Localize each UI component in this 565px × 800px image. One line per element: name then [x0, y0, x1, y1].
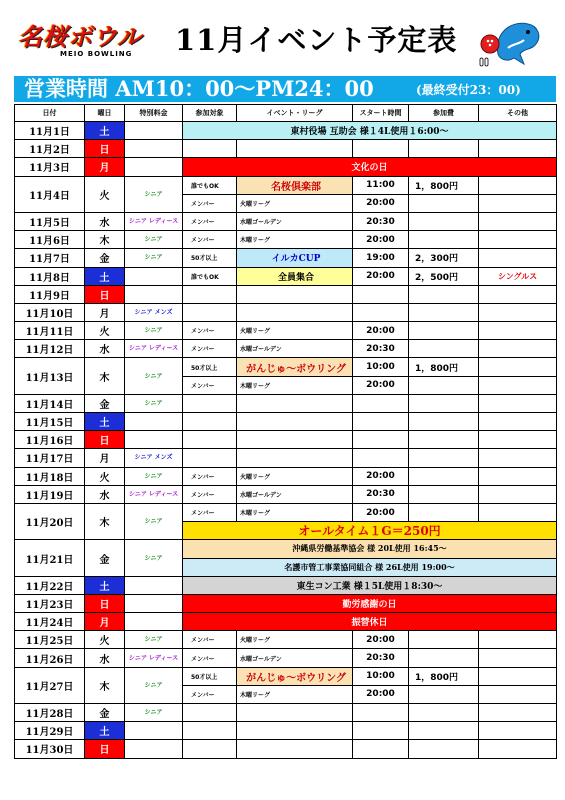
- entry-fee-cell: [409, 503, 479, 521]
- weekday-cell: 月: [85, 158, 125, 176]
- start-time-cell: [353, 704, 409, 722]
- weekday-cell: 水: [85, 340, 125, 358]
- column-header: イベント・リーグ: [237, 105, 353, 122]
- weekday-cell: 火: [85, 467, 125, 485]
- entry-fee-cell: [409, 740, 479, 758]
- event-cell: がんじゅ～ボウリング: [237, 358, 353, 376]
- table-row: [15, 594, 557, 612]
- special-fee-cell: シニア メンズ: [125, 303, 183, 321]
- special-fee-cell: [125, 140, 183, 158]
- target-cell: メンバー: [183, 212, 237, 230]
- weekday-cell: 土: [85, 576, 125, 594]
- event-schedule-table: [14, 104, 557, 759]
- weekday-cell: 金: [85, 704, 125, 722]
- table-row: [15, 503, 557, 521]
- start-time-cell: [353, 285, 409, 303]
- date-cell: 11月24日: [15, 613, 85, 631]
- event-banner: 勤労感謝の日: [183, 594, 557, 612]
- start-time-cell: 20:30: [353, 340, 409, 358]
- business-hours-banner: [14, 76, 556, 102]
- special-fee-cell: シニア: [125, 704, 183, 722]
- entry-fee-cell: [409, 303, 479, 321]
- business-hours: 営業時間 AM10：00～PM24：00: [24, 76, 374, 101]
- target-cell: 50才以上: [183, 249, 237, 267]
- start-time-cell: 19:00: [353, 249, 409, 267]
- start-time-cell: 20:00: [353, 231, 409, 249]
- weekday-cell: 火: [85, 322, 125, 340]
- entry-fee-cell: [409, 485, 479, 503]
- event-cell: 火曜リーグ: [237, 322, 353, 340]
- target-cell: [183, 303, 237, 321]
- entry-fee-cell: [409, 685, 479, 703]
- table-row: [15, 322, 557, 340]
- entry-fee-cell: 1，800円: [409, 176, 479, 194]
- date-cell: 11月25日: [15, 631, 85, 649]
- event-cell: 名桜倶楽部: [237, 176, 353, 194]
- special-fee-cell: [125, 267, 183, 285]
- start-time-cell: 20:30: [353, 649, 409, 667]
- table-row: [15, 358, 557, 376]
- entry-fee-cell: 1，800円: [409, 358, 479, 376]
- event-cell: 水曜ゴールデン: [237, 485, 353, 503]
- special-fee-cell: [125, 740, 183, 758]
- special-fee-cell: シニア: [125, 467, 183, 485]
- entry-fee-cell: 1，800円: [409, 667, 479, 685]
- date-cell: 11月16日: [15, 431, 85, 449]
- date-cell: 11月7日: [15, 249, 85, 267]
- event-cell: がんじゅ～ボウリング: [237, 667, 353, 685]
- target-cell: 50才以上: [183, 358, 237, 376]
- event-banner: オールタイム１G＝250円: [183, 522, 557, 540]
- event-cell: [237, 413, 353, 431]
- target-cell: 50才以上: [183, 667, 237, 685]
- weekday-cell: 日: [85, 285, 125, 303]
- date-cell: 11月18日: [15, 467, 85, 485]
- start-time-cell: 20:00: [353, 631, 409, 649]
- entry-fee-cell: [409, 649, 479, 667]
- weekday-cell: 土: [85, 267, 125, 285]
- table-row: [15, 176, 557, 194]
- event-cell: [237, 449, 353, 467]
- other-cell: [479, 413, 557, 431]
- special-fee-cell: [125, 431, 183, 449]
- other-cell: [479, 376, 557, 394]
- target-cell: メンバー: [183, 649, 237, 667]
- target-cell: メンバー: [183, 685, 237, 703]
- special-fee-cell: シニア: [125, 540, 183, 576]
- target-cell: [183, 394, 237, 412]
- event-cell: [237, 431, 353, 449]
- weekday-cell: 木: [85, 231, 125, 249]
- date-cell: 11月5日: [15, 212, 85, 230]
- special-fee-cell: シニア: [125, 358, 183, 394]
- weekday-cell: 土: [85, 413, 125, 431]
- event-banner: 東生コン工業 様１5L使用１8:30～: [183, 576, 557, 594]
- date-cell: 11月23日: [15, 594, 85, 612]
- special-fee-cell: [125, 122, 183, 140]
- date-cell: 11月26日: [15, 649, 85, 667]
- date-cell: 11月6日: [15, 231, 85, 249]
- table-row: [15, 485, 557, 503]
- table-row: [15, 431, 557, 449]
- target-cell: メンバー: [183, 503, 237, 521]
- entry-fee-cell: [409, 413, 479, 431]
- weekday-cell: 水: [85, 649, 125, 667]
- target-cell: メンバー: [183, 231, 237, 249]
- table-row: [15, 231, 557, 249]
- date-cell: 11月20日: [15, 503, 85, 539]
- other-cell: シングルス: [479, 267, 557, 285]
- table-row: [15, 122, 557, 140]
- event-cell: 全員集合: [237, 267, 353, 285]
- other-cell: [479, 231, 557, 249]
- date-cell: 11月28日: [15, 704, 85, 722]
- weekday-cell: 土: [85, 122, 125, 140]
- date-cell: 11月21日: [15, 540, 85, 576]
- weekday-cell: 日: [85, 740, 125, 758]
- table-row: [15, 158, 557, 176]
- start-time-cell: [353, 449, 409, 467]
- entry-fee-cell: [409, 467, 479, 485]
- date-cell: 11月4日: [15, 176, 85, 212]
- event-banner: 東村役場 互助会 様１4L使用１6:00～: [183, 122, 557, 140]
- special-fee-cell: [125, 158, 183, 176]
- table-row: [15, 340, 557, 358]
- start-time-cell: [353, 413, 409, 431]
- start-time-cell: 20:00: [353, 376, 409, 394]
- table-row: [15, 740, 557, 758]
- target-cell: [183, 722, 237, 740]
- other-cell: [479, 740, 557, 758]
- table-row: [15, 704, 557, 722]
- other-cell: [479, 394, 557, 412]
- event-cell: 火曜リーグ: [237, 194, 353, 212]
- date-cell: 11月8日: [15, 267, 85, 285]
- event-cell: [237, 140, 353, 158]
- column-header: スタート時間: [353, 105, 409, 122]
- entry-fee-cell: [409, 631, 479, 649]
- other-cell: [479, 449, 557, 467]
- start-time-cell: 20:00: [353, 467, 409, 485]
- start-time-cell: 20:00: [353, 503, 409, 521]
- special-fee-cell: [125, 594, 183, 612]
- start-time-cell: 20:00: [353, 685, 409, 703]
- date-cell: 11月13日: [15, 358, 85, 394]
- other-cell: [479, 467, 557, 485]
- start-time-cell: 20:00: [353, 194, 409, 212]
- weekday-cell: 火: [85, 176, 125, 212]
- column-header: 特別料金: [125, 105, 183, 122]
- weekday-cell: 木: [85, 358, 125, 394]
- table-row: [15, 394, 557, 412]
- entry-fee-cell: [409, 340, 479, 358]
- page-header: [0, 0, 565, 74]
- other-cell: [479, 176, 557, 194]
- other-cell: [479, 194, 557, 212]
- entry-fee-cell: [409, 704, 479, 722]
- special-fee-cell: シニア: [125, 394, 183, 412]
- other-cell: [479, 358, 557, 376]
- weekday-cell: 木: [85, 667, 125, 703]
- special-fee-cell: シニア レディース: [125, 340, 183, 358]
- entry-fee-cell: [409, 394, 479, 412]
- target-cell: [183, 285, 237, 303]
- entry-fee-cell: [409, 194, 479, 212]
- event-cell: [237, 394, 353, 412]
- column-header: 参加対象: [183, 105, 237, 122]
- other-cell: [479, 485, 557, 503]
- target-cell: メンバー: [183, 376, 237, 394]
- weekday-cell: 金: [85, 249, 125, 267]
- entry-fee-cell: [409, 212, 479, 230]
- event-cell: 木曜リーグ: [237, 376, 353, 394]
- target-cell: [183, 413, 237, 431]
- start-time-cell: [353, 431, 409, 449]
- target-cell: 誰でもOK: [183, 176, 237, 194]
- target-cell: [183, 431, 237, 449]
- entry-fee-cell: [409, 322, 479, 340]
- start-time-cell: [353, 740, 409, 758]
- start-time-cell: 10:00: [353, 667, 409, 685]
- other-cell: [479, 212, 557, 230]
- entry-fee-cell: [409, 140, 479, 158]
- special-fee-cell: シニア レディース: [125, 485, 183, 503]
- page-title: 11月イベント予定表: [175, 23, 458, 57]
- other-cell: [479, 667, 557, 685]
- other-cell: [479, 340, 557, 358]
- weekday-cell: 火: [85, 631, 125, 649]
- weekday-cell: 水: [85, 212, 125, 230]
- table-row: [15, 413, 557, 431]
- entry-fee-cell: [409, 431, 479, 449]
- other-cell: [479, 722, 557, 740]
- start-time-cell: 20:00: [353, 322, 409, 340]
- special-fee-cell: シニア: [125, 231, 183, 249]
- weekday-cell: 金: [85, 540, 125, 576]
- target-cell: 誰でもOK: [183, 267, 237, 285]
- special-fee-cell: [125, 576, 183, 594]
- special-fee-cell: シニア: [125, 176, 183, 212]
- table-row: [15, 722, 557, 740]
- weekday-cell: 月: [85, 449, 125, 467]
- start-time-cell: [353, 394, 409, 412]
- other-cell: [479, 303, 557, 321]
- event-cell: 木曜リーグ: [237, 503, 353, 521]
- table-row: [15, 631, 557, 649]
- column-header: その他: [479, 105, 557, 122]
- special-fee-cell: シニア レディース: [125, 649, 183, 667]
- date-cell: 11月2日: [15, 140, 85, 158]
- table-row: [15, 285, 557, 303]
- event-cell: [237, 740, 353, 758]
- weekday-cell: 木: [85, 503, 125, 539]
- special-fee-cell: シニア: [125, 249, 183, 267]
- table-row: [15, 267, 557, 285]
- other-cell: [479, 431, 557, 449]
- last-entry-note: (最終受付23：00): [416, 83, 521, 97]
- event-cell: [237, 285, 353, 303]
- event-cell: 木曜リーグ: [237, 231, 353, 249]
- table-row: [15, 576, 557, 594]
- date-cell: 11月10日: [15, 303, 85, 321]
- weekday-cell: 金: [85, 394, 125, 412]
- entry-fee-cell: [409, 285, 479, 303]
- target-cell: メンバー: [183, 322, 237, 340]
- table-row: [15, 613, 557, 631]
- weekday-cell: 日: [85, 431, 125, 449]
- start-time-cell: 20:30: [353, 485, 409, 503]
- event-cell: [237, 303, 353, 321]
- weekday-cell: 月: [85, 613, 125, 631]
- column-header: 曜日: [85, 105, 125, 122]
- date-cell: 11月1日: [15, 122, 85, 140]
- entry-fee-cell: [409, 722, 479, 740]
- target-cell: [183, 449, 237, 467]
- special-fee-cell: シニア: [125, 667, 183, 703]
- event-cell: 水曜ゴールデン: [237, 340, 353, 358]
- column-header: 参加費: [409, 105, 479, 122]
- target-cell: [183, 704, 237, 722]
- target-cell: [183, 140, 237, 158]
- entry-fee-cell: 2，300円: [409, 249, 479, 267]
- other-cell: [479, 649, 557, 667]
- target-cell: メンバー: [183, 485, 237, 503]
- entry-fee-cell: [409, 376, 479, 394]
- date-cell: 11月22日: [15, 576, 85, 594]
- event-banner: 振替休日: [183, 613, 557, 631]
- weekday-cell: 日: [85, 594, 125, 612]
- event-cell: 火曜リーグ: [237, 631, 353, 649]
- start-time-cell: [353, 140, 409, 158]
- event-cell: 火曜リーグ: [237, 467, 353, 485]
- event-cell: 水曜ゴールデン: [237, 212, 353, 230]
- meio-bowl-logo: [18, 22, 168, 56]
- date-cell: 11月12日: [15, 340, 85, 358]
- other-cell: [479, 140, 557, 158]
- date-cell: 11月19日: [15, 485, 85, 503]
- weekday-cell: 月: [85, 303, 125, 321]
- other-cell: [479, 322, 557, 340]
- date-cell: 11月15日: [15, 413, 85, 431]
- table-row: [15, 667, 557, 685]
- start-time-cell: 11:00: [353, 176, 409, 194]
- entry-fee-cell: [409, 449, 479, 467]
- start-time-cell: [353, 303, 409, 321]
- target-cell: [183, 740, 237, 758]
- other-cell: [479, 704, 557, 722]
- special-fee-cell: シニア: [125, 322, 183, 340]
- table-row: [15, 303, 557, 321]
- date-cell: 11月11日: [15, 322, 85, 340]
- table-row: [15, 212, 557, 230]
- table-header-row: [15, 105, 557, 122]
- special-fee-cell: シニア: [125, 631, 183, 649]
- date-cell: 11月17日: [15, 449, 85, 467]
- start-time-cell: 20:00: [353, 267, 409, 285]
- start-time-cell: 10:00: [353, 358, 409, 376]
- special-fee-cell: [125, 285, 183, 303]
- column-header: 日付: [15, 105, 85, 122]
- event-cell: [237, 704, 353, 722]
- table-row: [15, 540, 557, 558]
- date-cell: 11月3日: [15, 158, 85, 176]
- special-fee-cell: シニア: [125, 503, 183, 539]
- entry-fee-cell: [409, 231, 479, 249]
- weekday-cell: 日: [85, 140, 125, 158]
- event-cell: 木曜リーグ: [237, 685, 353, 703]
- special-fee-cell: シニア メンズ: [125, 449, 183, 467]
- target-cell: メンバー: [183, 194, 237, 212]
- table-row: [15, 249, 557, 267]
- table-row: [15, 140, 557, 158]
- table-row: [15, 449, 557, 467]
- target-cell: メンバー: [183, 467, 237, 485]
- date-cell: 11月29日: [15, 722, 85, 740]
- special-fee-cell: [125, 413, 183, 431]
- date-cell: 11月27日: [15, 667, 85, 703]
- table-row: [15, 467, 557, 485]
- entry-fee-cell: 2，500円: [409, 267, 479, 285]
- weekday-cell: 土: [85, 722, 125, 740]
- special-fee-cell: シニア レディース: [125, 212, 183, 230]
- start-time-cell: 20:30: [353, 212, 409, 230]
- other-cell: [479, 631, 557, 649]
- target-cell: メンバー: [183, 631, 237, 649]
- other-cell: [479, 285, 557, 303]
- event-banner: 沖縄県労働基準協会 様 20L使用 16:45～: [183, 540, 557, 558]
- date-cell: 11月9日: [15, 285, 85, 303]
- event-cell: 水曜ゴールデン: [237, 649, 353, 667]
- schedule-body: [15, 122, 557, 759]
- logo-text: 名桜ボウル: [18, 22, 143, 51]
- event-cell: イルカCUP: [237, 249, 353, 267]
- date-cell: 11月30日: [15, 740, 85, 758]
- event-cell: [237, 722, 353, 740]
- other-cell: [479, 249, 557, 267]
- dolphin-bowling-mascot-icon: [476, 14, 546, 70]
- weekday-cell: 水: [85, 485, 125, 503]
- start-time-cell: [353, 722, 409, 740]
- target-cell: メンバー: [183, 340, 237, 358]
- special-fee-cell: [125, 613, 183, 631]
- table-row: [15, 649, 557, 667]
- other-cell: [479, 685, 557, 703]
- date-cell: 11月14日: [15, 394, 85, 412]
- event-banner: 文化の日: [183, 158, 557, 176]
- special-fee-cell: [125, 722, 183, 740]
- other-cell: [479, 503, 557, 521]
- event-banner: 名護市管工事業協同組合 様 26L使用 19:00～: [183, 558, 557, 576]
- logo-subtitle: MEIO BOWLING: [60, 50, 133, 58]
